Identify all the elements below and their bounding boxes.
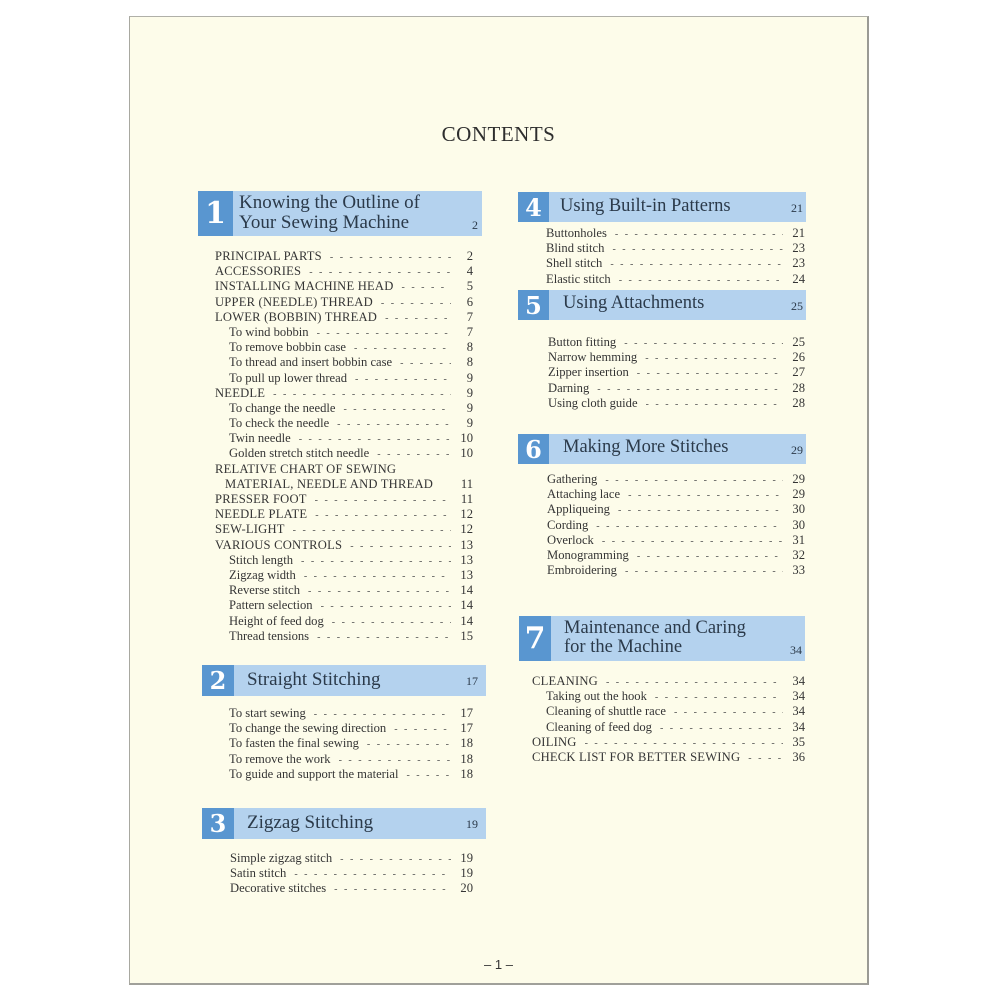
section-title-line1: Knowing the Outline of bbox=[239, 192, 421, 213]
toc-entry[interactable]: INSTALLING MACHINE HEAD - - - 5 bbox=[215, 279, 473, 294]
section-4-header[interactable] bbox=[518, 192, 806, 222]
section-3-header[interactable] bbox=[202, 808, 486, 839]
toc-subentry[interactable]: Golden stretch stitch needle - - - 10 bbox=[215, 446, 473, 461]
section-title-line2: Your Sewing Machine bbox=[239, 212, 410, 233]
section-5-header[interactable] bbox=[518, 290, 806, 320]
section-number-badge: 4 bbox=[518, 192, 549, 222]
section-page: 19 bbox=[466, 817, 478, 831]
toc-entry[interactable]: To change the sewing direction - - - 17 bbox=[229, 721, 473, 736]
section-7-header[interactable] bbox=[519, 616, 805, 661]
toc-entry[interactable]: Elastic stitch - - - 24 bbox=[546, 272, 805, 287]
toc-entry[interactable]: CLEANING - - - 34 bbox=[532, 674, 805, 689]
section-2-entries bbox=[229, 706, 473, 782]
toc-entry[interactable]: To guide and support the material - - - 18 bbox=[229, 767, 473, 782]
section-number-badge: 5 bbox=[518, 290, 549, 320]
toc-subentry[interactable]: To remove bobbin case - - - 8 bbox=[215, 340, 473, 355]
section-page: 21 bbox=[791, 201, 803, 215]
section-title: Using Built-in Patterns bbox=[560, 196, 731, 216]
toc-entry[interactable]: Buttonholes - - - 21 bbox=[546, 226, 805, 241]
section-6-header[interactable] bbox=[518, 434, 806, 464]
toc-subentry[interactable]: To change the needle - - - 9 bbox=[215, 401, 473, 416]
section-title: Using Attachments bbox=[563, 293, 705, 313]
toc-entry[interactable]: Monogramming - - - 32 bbox=[547, 548, 805, 563]
section-4-entries bbox=[546, 226, 805, 287]
manual-page bbox=[129, 16, 869, 985]
toc-entry[interactable]: Using cloth guide - - - 28 bbox=[548, 396, 805, 411]
toc-entry[interactable]: Decorative stitches - - - 20 bbox=[230, 881, 473, 896]
toc-entry[interactable]: To fasten the final sewing - - - 18 bbox=[229, 736, 473, 751]
toc-subentry[interactable]: Reverse stitch - - - 14 bbox=[215, 583, 473, 598]
toc-entry[interactable]: VARIOUS CONTROLS - - - 13 bbox=[215, 538, 473, 553]
toc-subentry[interactable]: Cleaning of shuttle race - - - 34 bbox=[532, 704, 805, 719]
toc-entry[interactable]: Cording - - - 30 bbox=[547, 518, 805, 533]
section-3-entries bbox=[230, 851, 473, 897]
toc-subentry[interactable]: Cleaning of feed dog - - - 34 bbox=[532, 720, 805, 735]
section-number-badge: 6 bbox=[518, 434, 549, 464]
toc-entry[interactable]: NEEDLE PLATE - - - 12 bbox=[215, 507, 473, 522]
toc-entry[interactable]: OILING - - - 35 bbox=[532, 735, 805, 750]
toc-entry[interactable]: PRESSER FOOT - - - 11 bbox=[215, 492, 473, 507]
toc-subentry[interactable]: To thread and insert bobbin case - - - 8 bbox=[215, 355, 473, 370]
section-2-header[interactable] bbox=[202, 665, 486, 696]
toc-entry[interactable]: UPPER (NEEDLE) THREAD - - - 6 bbox=[215, 295, 473, 310]
section-number-badge: 1 bbox=[198, 191, 233, 236]
section-number-badge: 3 bbox=[202, 808, 234, 839]
section-number-badge: 2 bbox=[202, 665, 234, 696]
toc-entry[interactable]: Blind stitch - - - 23 bbox=[546, 241, 805, 256]
section-title-line1: Maintenance and Caring bbox=[564, 618, 746, 638]
toc-entry[interactable]: To start sewing - - - 17 bbox=[229, 706, 473, 721]
toc-entry[interactable]: RELATIVE CHART OF SEWING bbox=[215, 461, 397, 476]
toc-entry[interactable]: Simple zigzag stitch - - - 19 bbox=[230, 851, 473, 866]
section-page: 34 bbox=[790, 643, 802, 657]
section-5-entries bbox=[548, 335, 805, 411]
toc-entry[interactable]: Zipper insertion - - - 27 bbox=[548, 365, 805, 380]
toc-entry[interactable]: Attaching lace - - - 29 bbox=[547, 487, 805, 502]
toc-entry[interactable]: NEEDLE - - - 9 bbox=[215, 386, 473, 401]
section-title: Zigzag Stitching bbox=[247, 812, 374, 833]
toc-entry[interactable]: To remove the work - - - 18 bbox=[229, 752, 473, 767]
section-title: Straight Stitching bbox=[247, 669, 381, 690]
toc-subentry[interactable]: Height of feed dog - - - 14 bbox=[215, 614, 473, 629]
page-title: CONTENTS bbox=[441, 122, 556, 146]
section-page: 25 bbox=[791, 299, 803, 313]
toc-subentry[interactable]: To wind bobbin - - - 7 bbox=[215, 325, 473, 340]
toc-entry[interactable]: Satin stitch - - - 19 bbox=[230, 866, 473, 881]
section-page: 17 bbox=[466, 674, 478, 688]
toc-subentry[interactable]: To pull up lower thread - - - 9 bbox=[215, 371, 473, 386]
section-page: 2 bbox=[472, 218, 478, 232]
toc-entry[interactable]: Appliqueing - - - 30 bbox=[547, 502, 805, 517]
toc-entry[interactable]: ACCESSORIES - - - 4 bbox=[215, 264, 473, 279]
toc-entry-continued[interactable]: MATERIAL, NEEDLE AND THREAD 11 bbox=[225, 476, 473, 491]
section-1-header[interactable] bbox=[198, 191, 482, 236]
page-number: – 1 – bbox=[484, 957, 513, 972]
toc-subentry[interactable]: Stitch length - - - 13 bbox=[215, 553, 473, 568]
section-1-entries bbox=[215, 249, 473, 644]
section-7-entries bbox=[532, 674, 805, 765]
toc-entry[interactable]: Narrow hemming - - - 26 bbox=[548, 350, 805, 365]
section-title: Making More Stitches bbox=[563, 437, 729, 457]
section-6-entries bbox=[547, 472, 805, 578]
toc-entry[interactable]: PRINCIPAL PARTS - - - 2 bbox=[215, 249, 473, 264]
toc-entry[interactable]: SEW-LIGHT - - - 12 bbox=[215, 522, 473, 537]
toc-entry[interactable]: Gathering - - - 29 bbox=[547, 472, 805, 487]
toc-subentry[interactable]: Taking out the hook - - - 34 bbox=[532, 689, 805, 704]
toc-entry[interactable]: Shell stitch - - - 23 bbox=[546, 256, 805, 271]
toc-subentry[interactable]: Zigzag width - - - 13 bbox=[215, 568, 473, 583]
toc-entry[interactable]: LOWER (BOBBIN) THREAD - - - 7 bbox=[215, 310, 473, 325]
toc-entry[interactable]: Button fitting - - - 25 bbox=[548, 335, 805, 350]
toc-entry[interactable]: CHECK LIST FOR BETTER SEWING - - - 36 bbox=[532, 750, 805, 765]
toc-entry[interactable]: Darning - - - 28 bbox=[548, 381, 805, 396]
section-title-line2: for the Machine bbox=[564, 637, 683, 657]
toc-subentry[interactable]: To check the needle - - - 9 bbox=[215, 416, 473, 431]
section-page: 29 bbox=[791, 443, 803, 457]
toc-entry[interactable]: Embroidering - - - 33 bbox=[547, 563, 805, 578]
toc-entry[interactable]: Overlock - - - 31 bbox=[547, 533, 805, 548]
section-number-badge: 7 bbox=[519, 616, 551, 661]
toc-subentry[interactable]: Thread tensions - - - 15 bbox=[215, 629, 473, 644]
toc-subentry[interactable]: Twin needle - - - 10 bbox=[215, 431, 473, 446]
toc-subentry[interactable]: Pattern selection - - - 14 bbox=[215, 598, 473, 613]
